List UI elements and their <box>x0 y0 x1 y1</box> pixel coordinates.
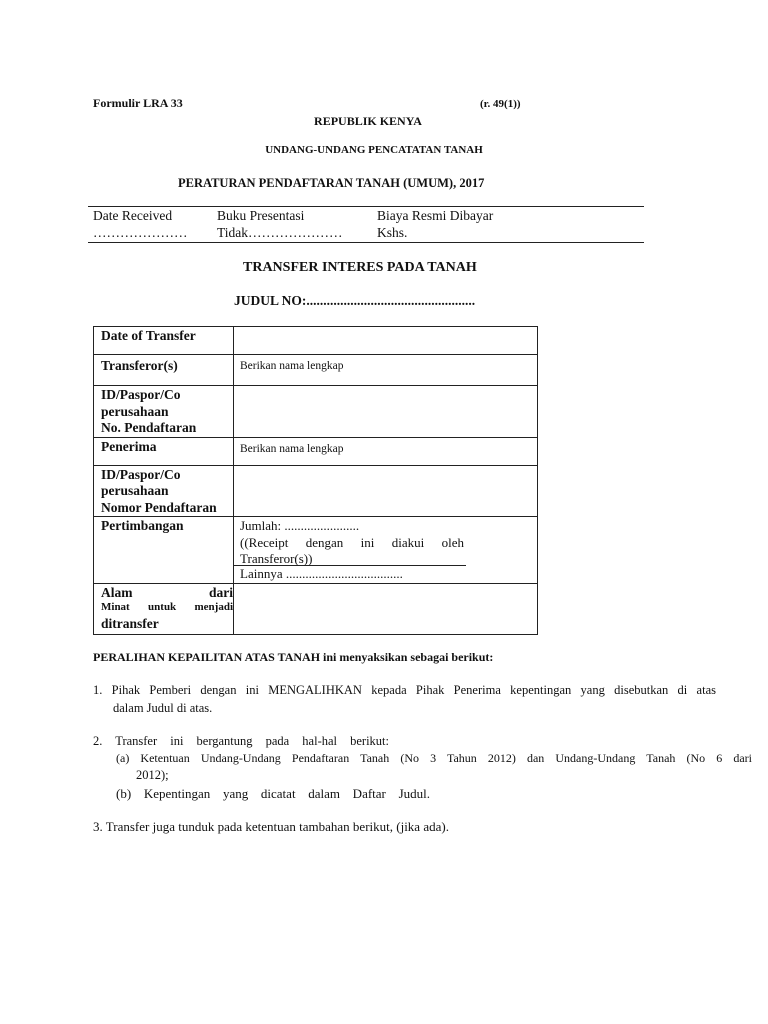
date-received-block <box>93 207 188 241</box>
date-received-dots: ………………… <box>93 225 188 240</box>
act-heading: UNDANG-UNDANG PENCATATAN TANAH <box>265 144 483 156</box>
id2-line3: Nomor Pendaftaran <box>101 499 217 515</box>
item3: 3. Transfer juga tunduk pada ketentuan tambahan berikut, (jika ada). <box>93 819 449 834</box>
judul-no: JUDUL NO:.................................................. <box>234 293 476 308</box>
form-id: Formulir LRA 33 <box>93 96 183 110</box>
jumlah-field[interactable]: Jumlah: ....................... <box>240 518 360 533</box>
document-title: TRANSFER INTERES PADA TANAH <box>243 260 477 275</box>
table-row <box>94 517 538 584</box>
id1-line2: perusahaan <box>101 403 169 419</box>
bottom-rule <box>88 242 644 243</box>
transferor-label: Transferor(s) <box>94 355 234 386</box>
item2a-line2: 2012); <box>136 768 169 782</box>
alam-line2: Minat untuk menjadi <box>101 601 233 613</box>
transferor-hint: Berikan nama lengkap <box>240 360 344 372</box>
alam-line3: ditransfer <box>101 616 159 631</box>
id1-field[interactable] <box>234 386 538 438</box>
table-row <box>94 437 538 465</box>
id2-line2: perusahaan <box>101 483 169 498</box>
table-row <box>94 465 538 517</box>
item1-line2: dalam Judul di atas. <box>113 701 213 715</box>
table-row <box>94 327 538 355</box>
receipt-line2: Transferor(s)) <box>240 551 313 566</box>
receipt-line1: ((Receipt dengan ini diakui oleh <box>240 534 464 550</box>
id1-line1: ID/Paspor/Co <box>101 387 181 402</box>
lainnya-field[interactable]: Lainnya .................................... <box>240 566 403 581</box>
table-row <box>94 386 538 438</box>
pertimbangan-field <box>234 517 538 584</box>
tidak-label: Tidak………………… <box>217 225 343 240</box>
buku-presentasi-label: Buku Presentasi <box>217 208 305 223</box>
transferor-field[interactable] <box>234 355 538 386</box>
biaya-block <box>377 207 493 241</box>
alam-line1: Alam dari <box>101 585 233 600</box>
transfer-form-table <box>93 326 538 635</box>
date-of-transfer-label: Date of Transfer <box>94 327 234 355</box>
country-heading: REPUBLIK KENYA <box>314 114 422 128</box>
penerima-label: Penerima <box>94 437 234 465</box>
penerima-field[interactable] <box>234 437 538 465</box>
item2a-line1: (a) Ketentuan Undang-Undang Pendaftaran Tanah (No 3 Tahun 2012) dan Undang-Undang Tanah (No 6 dari <box>116 751 752 765</box>
id1-line3: No. Pendaftaran <box>101 420 197 435</box>
table-row <box>94 355 538 386</box>
date-of-transfer-field[interactable] <box>234 327 538 355</box>
item1-line1: 1. Pihak Pemberi dengan ini MENGALIHKAN kepada Pihak Penerima kepentingan yang disebutkan di atas <box>93 683 716 697</box>
table-row <box>94 584 538 635</box>
kshs-label: Kshs. <box>377 225 408 240</box>
date-received-label: Date Received <box>93 208 173 223</box>
biaya-label: Biaya Resmi Dibayar <box>377 208 494 223</box>
regulations-heading: PERATURAN PENDAFTARAN TANAH (UMUM), 2017 <box>178 176 485 190</box>
pertimbangan-label: Pertimbangan <box>94 517 234 584</box>
id2-label <box>94 465 234 517</box>
regulation-ref: (r. 49(1)) <box>480 98 521 110</box>
id2-field[interactable] <box>234 465 538 517</box>
alam-field[interactable] <box>234 584 538 635</box>
id2-line1: ID/Paspor/Co <box>101 466 181 482</box>
item2b: (b) Kepentingan yang dicatat dalam Daftar Judul. <box>116 786 430 801</box>
alam-label <box>94 584 234 635</box>
buku-presentasi-block <box>217 207 343 241</box>
item2-heading: 2. Transfer ini bergantung pada hal-hal berikut: <box>93 734 389 748</box>
id1-label <box>94 386 234 438</box>
witness-statement: PERALIHAN KEPAILITAN ATAS TANAH ini menyaksikan sebagai berikut: <box>93 650 494 664</box>
penerima-hint: Berikan nama lengkap <box>240 442 344 455</box>
